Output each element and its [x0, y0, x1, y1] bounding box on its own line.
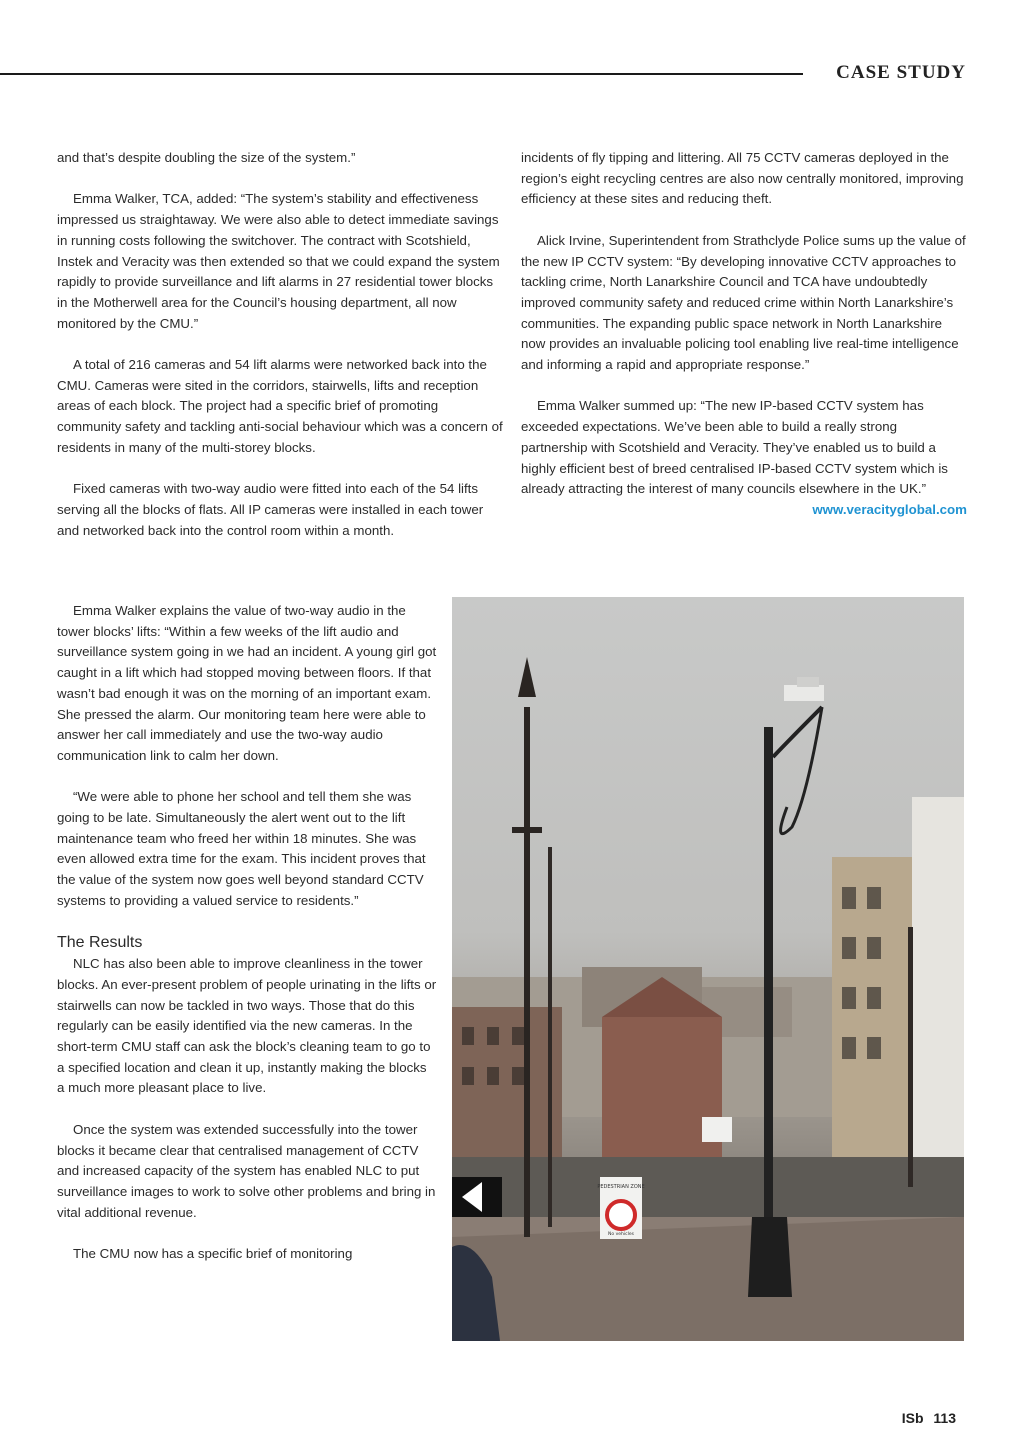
photo-illustration — [452, 597, 964, 1341]
right-column — [521, 148, 967, 541]
paragraph: incidents of fly tipping and littering. All 75 CCTV cameras deployed in the region’s eight recycling centres are also now centrally monitored, improving efficiency at these sites and reducing theft. — [521, 150, 964, 207]
left-column-top — [57, 148, 505, 562]
publication-name: ISb — [901, 1410, 924, 1426]
paragraph: Fixed cameras with two-way audio were fitted into each of the 54 lifts serving all the blocks of flats. All IP cameras were installed in each tower and networked back into the control room within a month. — [57, 481, 484, 538]
paragraph: Emma Walker summed up: “The new IP-based CCTV system has exceeded expectations. We’ve been able to build a really strong partnership with Scotshield and Veracity. They’ve enabled us to build a highly efficient best of breed centralised IP-based CCTV system which is already attracting the interest of many councils elsewhere in the UK.” — [521, 398, 948, 497]
paragraph: A total of 216 cameras and 54 lift alarms were networked back into the CMU. Cameras were sited in the corridors, stairwells, lifts and reception areas of each block. The project had a specific brief of promoting community safety and tackling anti-social behaviour which was a concern of residents in many of the multi-storey blocks. — [57, 357, 503, 455]
header-rule — [0, 73, 803, 75]
paragraph: Emma Walker explains the value of two-way audio in the tower blocks’ lifts: “Within a few weeks of the lift audio and surveillance system going in we had an incident. A young girl got caught in a lift which had stopped moving between floors. If that wasn’t bad enough it was on the morning of an important exam. She pressed the alarm. Our monitoring team here were able to answer her call immediately and use the two-way audio communication link to calm her down. — [57, 603, 437, 763]
left-column-bottom — [57, 601, 437, 1265]
paragraph: NLC has also been able to improve cleanliness in the tower blocks. An ever-present problem of people urinating in the lifts or stairwells can now be tackled in two ways. Those that do this regularly can be easily identified via the new cameras. In the short-term CMU staff can ask the block’s cleaning team to go to a specified location and clean it up, instantly making the blocks a much more pleasant place to live. — [57, 956, 437, 1096]
paragraph: Once the system was extended successfully into the tower blocks it became clear that centralised management of CCTV and increased capacity of the system has enabled NLC to put surveillance images to work to solve other problems and bring in vital additional revenue. — [57, 1121, 436, 1220]
website-link[interactable]: www.veracityglobal.com — [812, 501, 967, 517]
sign-text-top: PEDESTRIAN ZONE — [597, 1184, 645, 1190]
page-number: 113 — [933, 1410, 956, 1426]
section-title: CASE STUDY — [836, 62, 966, 83]
paragraph: “We were able to phone her school and tell them she was going to be late. Simultaneously the alert went out to the lift maintenance team who freed her within 18 minutes. She was even allowed extra time for the exam. This incident proves that the value of the system now goes well beyond standard CCTV systems to providing a valued service to residents.” — [57, 789, 426, 908]
paragraph: Emma Walker, TCA, added: “The system’s stability and effectiveness impressed us straightaway. We were also able to detect immediate savings in running costs following the switchover. The contract with Scotshield, Instek and Veracity was then extended so that we could expand the system rapidly to provide surveillance and lift alarms in 27 residential tower blocks in the Motherwell area for the Council’s housing department, all now monitored by the CMU.” — [57, 191, 500, 331]
sign-text-bottom: No vehicles — [608, 1232, 634, 1237]
paragraph: The CMU now has a specific brief of monitoring — [73, 1246, 353, 1262]
results-heading: The Results — [57, 934, 143, 952]
paragraph: and that’s despite doubling the size of the system.” — [57, 150, 356, 165]
page-footer — [902, 1410, 956, 1426]
paragraph: Alick Irvine, Superintendent from Strathclyde Police sums up the value of the new IP CCTV system: “By developing innovative CCTV approaches to tackling crime, North Lanarkshire Council and TCA have undoubtedly improved community safety and reduced crime within North Lanarkshire’s communities. The expanding public space network in North Lanarkshire now provides an invaluable policing tool enabling live real-time intelligence and informing a rapid and appropriate response.” — [521, 232, 966, 373]
street-cctv-photo — [452, 597, 964, 1341]
